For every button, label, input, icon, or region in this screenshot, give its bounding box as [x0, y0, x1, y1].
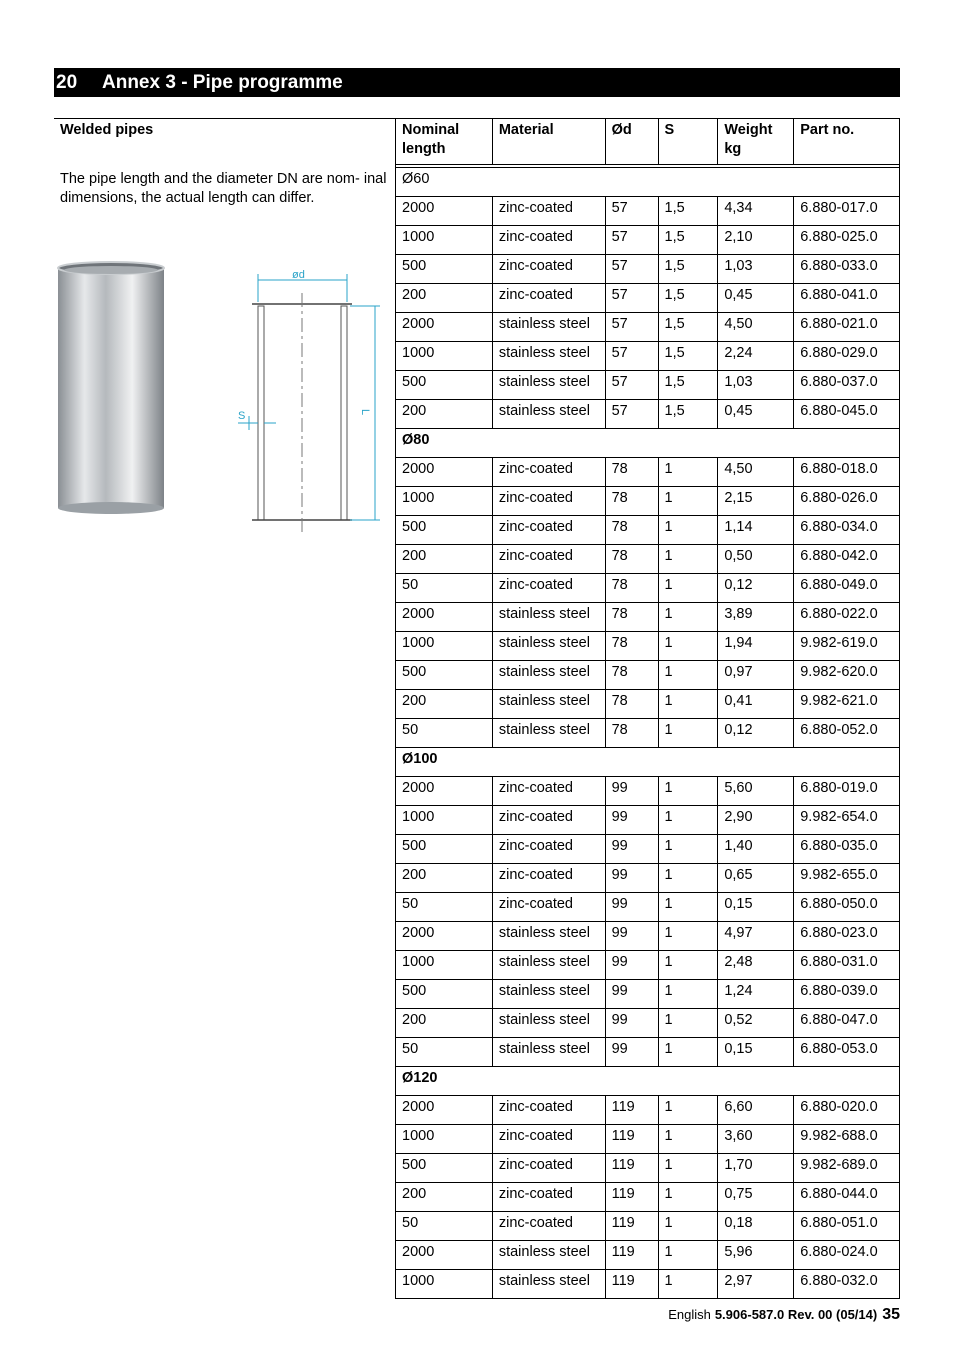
cell-diameter: 99	[605, 893, 658, 922]
cell-part-no: 6.880-023.0	[794, 922, 900, 951]
cell-material: stainless steel	[492, 719, 605, 748]
cell-length: 500	[396, 980, 493, 1009]
table-row	[396, 342, 900, 371]
cell-material: zinc-coated	[492, 545, 605, 574]
cell-length: 1000	[396, 806, 493, 835]
cell-weight: 1,14	[718, 516, 794, 545]
cell-wall: 1	[658, 1212, 718, 1241]
cell-material: stainless steel	[492, 632, 605, 661]
table-row	[396, 1125, 900, 1154]
footer-language: English	[668, 1307, 711, 1322]
table-header-row	[396, 119, 900, 165]
left-column	[54, 118, 395, 208]
cell-material: zinc-coated	[492, 806, 605, 835]
section-header	[54, 68, 900, 97]
cell-length: 1000	[396, 342, 493, 371]
cell-material: stainless steel	[492, 690, 605, 719]
cell-part-no: 6.880-021.0	[794, 313, 900, 342]
header-material: Material	[492, 119, 605, 165]
cell-material: zinc-coated	[492, 1154, 605, 1183]
cell-length: 50	[396, 1212, 493, 1241]
group-row	[396, 429, 900, 458]
cell-wall: 1	[658, 574, 718, 603]
table-row	[396, 951, 900, 980]
pipe-dimension-drawing	[238, 269, 380, 533]
cell-part-no: 6.880-035.0	[794, 835, 900, 864]
table-row	[396, 400, 900, 429]
cell-diameter: 99	[605, 922, 658, 951]
footer-revision: 5.906-587.0 Rev. 00 (05/14)	[714, 1307, 878, 1322]
cell-material: zinc-coated	[492, 458, 605, 487]
cell-part-no: 6.880-029.0	[794, 342, 900, 371]
cell-length: 1000	[396, 487, 493, 516]
cell-material: stainless steel	[492, 980, 605, 1009]
table-row	[396, 719, 900, 748]
cell-length: 50	[396, 1038, 493, 1067]
cell-wall: 1,5	[658, 284, 718, 313]
cell-wall: 1	[658, 516, 718, 545]
cell-diameter: 119	[605, 1212, 658, 1241]
cell-wall: 1	[658, 487, 718, 516]
cell-part-no: 6.880-026.0	[794, 487, 900, 516]
cell-material: stainless steel	[492, 313, 605, 342]
cell-diameter: 99	[605, 864, 658, 893]
cell-wall: 1	[658, 458, 718, 487]
cell-part-no: 9.982-655.0	[794, 864, 900, 893]
cell-diameter: 99	[605, 835, 658, 864]
cell-weight: 0,45	[718, 400, 794, 429]
cell-diameter: 57	[605, 284, 658, 313]
cell-part-no: 6.880-044.0	[794, 1183, 900, 1212]
cell-wall: 1	[658, 1154, 718, 1183]
table-row	[396, 1183, 900, 1212]
cell-diameter: 78	[605, 574, 658, 603]
cell-wall: 1	[658, 980, 718, 1009]
cell-weight: 4,50	[718, 458, 794, 487]
cell-diameter: 119	[605, 1125, 658, 1154]
cell-wall: 1	[658, 632, 718, 661]
cell-wall: 1	[658, 1270, 718, 1299]
table-row	[396, 1154, 900, 1183]
table-row	[396, 632, 900, 661]
cell-part-no: 9.982-654.0	[794, 806, 900, 835]
cell-wall: 1	[658, 661, 718, 690]
cell-material: stainless steel	[492, 951, 605, 980]
cell-length: 50	[396, 574, 493, 603]
cell-part-no: 6.880-032.0	[794, 1270, 900, 1299]
cell-diameter: 78	[605, 487, 658, 516]
cell-diameter: 57	[605, 400, 658, 429]
cell-part-no: 9.982-689.0	[794, 1154, 900, 1183]
cell-wall: 1	[658, 835, 718, 864]
table-row	[396, 980, 900, 1009]
cell-diameter: 57	[605, 255, 658, 284]
cell-part-no: 6.880-039.0	[794, 980, 900, 1009]
cell-diameter: 99	[605, 777, 658, 806]
cell-length: 1000	[396, 632, 493, 661]
cell-part-no: 9.982-688.0	[794, 1125, 900, 1154]
cell-material: zinc-coated	[492, 864, 605, 893]
cell-weight: 4,97	[718, 922, 794, 951]
cell-wall: 1,5	[658, 313, 718, 342]
cell-part-no: 6.880-053.0	[794, 1038, 900, 1067]
cell-weight: 0,15	[718, 1038, 794, 1067]
cell-part-no: 6.880-020.0	[794, 1096, 900, 1125]
cell-material: zinc-coated	[492, 1212, 605, 1241]
cell-diameter: 99	[605, 806, 658, 835]
welded-pipes-title: Welded pipes	[60, 122, 154, 138]
cell-part-no: 6.880-050.0	[794, 893, 900, 922]
cell-wall: 1	[658, 545, 718, 574]
cell-length: 200	[396, 284, 493, 313]
cell-part-no: 6.880-031.0	[794, 951, 900, 980]
cell-diameter: 99	[605, 951, 658, 980]
page-number: 35	[882, 1306, 900, 1323]
table-row	[396, 1270, 900, 1299]
cell-wall: 1	[658, 719, 718, 748]
cell-diameter: 57	[605, 342, 658, 371]
cell-length: 2000	[396, 777, 493, 806]
cell-part-no: 6.880-034.0	[794, 516, 900, 545]
cell-length: 2000	[396, 458, 493, 487]
cell-length: 1000	[396, 951, 493, 980]
table-row	[396, 574, 900, 603]
cell-length: 500	[396, 1154, 493, 1183]
cell-length: 1000	[396, 226, 493, 255]
cell-diameter: 57	[605, 197, 658, 226]
cell-part-no: 6.880-049.0	[794, 574, 900, 603]
cell-wall: 1	[658, 1183, 718, 1212]
label-length: L	[359, 409, 371, 416]
cell-weight: 5,60	[718, 777, 794, 806]
cell-length: 50	[396, 719, 493, 748]
cell-diameter: 78	[605, 603, 658, 632]
cell-length: 200	[396, 1183, 493, 1212]
group-label: Ø60	[396, 168, 900, 197]
group-label: Ø100	[396, 748, 900, 777]
cell-diameter: 78	[605, 632, 658, 661]
cell-diameter: 78	[605, 516, 658, 545]
cell-wall: 1	[658, 864, 718, 893]
cell-material: zinc-coated	[492, 197, 605, 226]
header-diameter: Ød	[605, 119, 658, 165]
cell-material: stainless steel	[492, 1241, 605, 1270]
table-row	[396, 1212, 900, 1241]
cell-part-no: 9.982-620.0	[794, 661, 900, 690]
cell-part-no: 6.880-051.0	[794, 1212, 900, 1241]
table-row	[396, 1096, 900, 1125]
pipe-illustration	[50, 258, 390, 538]
cell-material: zinc-coated	[492, 1125, 605, 1154]
cell-part-no: 6.880-024.0	[794, 1241, 900, 1270]
cell-part-no: 6.880-041.0	[794, 284, 900, 313]
table-body	[396, 165, 900, 1299]
cell-length: 500	[396, 516, 493, 545]
cell-weight: 4,34	[718, 197, 794, 226]
cell-weight: 2,24	[718, 342, 794, 371]
section-number: 20	[56, 71, 78, 93]
cell-part-no: 6.880-045.0	[794, 400, 900, 429]
table-row	[396, 284, 900, 313]
cell-wall: 1,5	[658, 255, 718, 284]
cell-material: stainless steel	[492, 603, 605, 632]
cell-material: stainless steel	[492, 342, 605, 371]
cell-weight: 0,12	[718, 574, 794, 603]
cell-length: 2000	[396, 922, 493, 951]
cell-wall: 1,5	[658, 400, 718, 429]
cell-diameter: 57	[605, 371, 658, 400]
cell-weight: 0,75	[718, 1183, 794, 1212]
cell-wall: 1	[658, 603, 718, 632]
cell-diameter: 119	[605, 1183, 658, 1212]
cell-wall: 1	[658, 893, 718, 922]
header-nominal-length: Nominal length	[396, 119, 493, 165]
cell-part-no: 9.982-619.0	[794, 632, 900, 661]
cell-weight: 2,48	[718, 951, 794, 980]
cell-weight: 2,97	[718, 1270, 794, 1299]
cell-diameter: 78	[605, 719, 658, 748]
cell-length: 1000	[396, 1125, 493, 1154]
cell-wall: 1	[658, 951, 718, 980]
cell-wall: 1,5	[658, 197, 718, 226]
cell-wall: 1	[658, 1125, 718, 1154]
cell-material: stainless steel	[492, 400, 605, 429]
cell-length: 50	[396, 893, 493, 922]
cell-weight: 0,50	[718, 545, 794, 574]
cell-diameter: 57	[605, 226, 658, 255]
cell-diameter: 57	[605, 313, 658, 342]
cell-part-no: 6.880-025.0	[794, 226, 900, 255]
cell-weight: 0,41	[718, 690, 794, 719]
cell-wall: 1	[658, 1009, 718, 1038]
header-weight: Weight kg	[718, 119, 794, 165]
label-diameter: ød	[292, 269, 305, 281]
table-row	[396, 313, 900, 342]
cell-length: 500	[396, 371, 493, 400]
table-row	[396, 545, 900, 574]
cell-wall: 1	[658, 777, 718, 806]
cell-material: zinc-coated	[492, 893, 605, 922]
cell-length: 2000	[396, 1096, 493, 1125]
cell-wall: 1,5	[658, 342, 718, 371]
cell-part-no: 6.880-033.0	[794, 255, 900, 284]
cell-material: zinc-coated	[492, 284, 605, 313]
cell-wall: 1	[658, 1038, 718, 1067]
table-row	[396, 516, 900, 545]
cell-weight: 1,03	[718, 255, 794, 284]
cell-weight: 1,94	[718, 632, 794, 661]
table-row	[396, 458, 900, 487]
cell-weight: 5,96	[718, 1241, 794, 1270]
section-title: Annex 3 - Pipe programme	[102, 71, 343, 93]
table-row	[396, 806, 900, 835]
cell-material: stainless steel	[492, 371, 605, 400]
table-row	[396, 197, 900, 226]
cell-part-no: 6.880-019.0	[794, 777, 900, 806]
cell-material: stainless steel	[492, 1009, 605, 1038]
cell-material: stainless steel	[492, 922, 605, 951]
cell-part-no: 9.982-621.0	[794, 690, 900, 719]
table-row	[396, 661, 900, 690]
group-label: Ø120	[396, 1067, 900, 1096]
cell-weight: 1,70	[718, 1154, 794, 1183]
cell-length: 200	[396, 864, 493, 893]
cell-wall: 1	[658, 1241, 718, 1270]
cell-part-no: 6.880-018.0	[794, 458, 900, 487]
table-row	[396, 487, 900, 516]
cell-part-no: 6.880-037.0	[794, 371, 900, 400]
table-row	[396, 1009, 900, 1038]
cell-weight: 1,24	[718, 980, 794, 1009]
cell-diameter: 119	[605, 1241, 658, 1270]
cell-weight: 2,10	[718, 226, 794, 255]
pipe-3d-image	[58, 262, 164, 514]
table-row	[396, 371, 900, 400]
cell-weight: 3,89	[718, 603, 794, 632]
cell-weight: 2,90	[718, 806, 794, 835]
cell-length: 500	[396, 255, 493, 284]
cell-material: stainless steel	[492, 1270, 605, 1299]
table-row	[396, 1038, 900, 1067]
label-wall-thickness: S	[238, 410, 246, 422]
cell-part-no: 6.880-047.0	[794, 1009, 900, 1038]
cell-weight: 0,18	[718, 1212, 794, 1241]
cell-diameter: 99	[605, 1009, 658, 1038]
group-row	[396, 748, 900, 777]
cell-material: zinc-coated	[492, 516, 605, 545]
cell-material: zinc-coated	[492, 1183, 605, 1212]
table-row	[396, 226, 900, 255]
cell-wall: 1,5	[658, 226, 718, 255]
cell-weight: 0,12	[718, 719, 794, 748]
table-row	[396, 835, 900, 864]
cell-weight: 0,65	[718, 864, 794, 893]
cell-material: stainless steel	[492, 1038, 605, 1067]
cell-part-no: 6.880-042.0	[794, 545, 900, 574]
cell-length: 200	[396, 400, 493, 429]
table-row	[396, 255, 900, 284]
cell-wall: 1,5	[658, 371, 718, 400]
cell-diameter: 99	[605, 980, 658, 1009]
cell-weight: 1,40	[718, 835, 794, 864]
cell-length: 2000	[396, 603, 493, 632]
header-wall: S	[658, 119, 718, 165]
cell-length: 500	[396, 661, 493, 690]
cell-diameter: 78	[605, 545, 658, 574]
table-row	[396, 603, 900, 632]
cell-length: 500	[396, 835, 493, 864]
cell-material: zinc-coated	[492, 255, 605, 284]
cell-part-no: 6.880-052.0	[794, 719, 900, 748]
cell-weight: 0,15	[718, 893, 794, 922]
cell-wall: 1	[658, 922, 718, 951]
cell-material: zinc-coated	[492, 835, 605, 864]
group-row	[396, 168, 900, 197]
table-row	[396, 922, 900, 951]
cell-weight: 0,45	[718, 284, 794, 313]
cell-weight: 0,97	[718, 661, 794, 690]
cell-diameter: 119	[605, 1096, 658, 1125]
cell-length: 200	[396, 1009, 493, 1038]
cell-part-no: 6.880-022.0	[794, 603, 900, 632]
cell-wall: 1	[658, 806, 718, 835]
pipe-description: The pipe length and the diameter DN are nom- inal dimensions, the actual length can differ.	[60, 171, 387, 206]
table-row	[396, 690, 900, 719]
pipe-table	[395, 118, 900, 1299]
cell-length: 2000	[396, 313, 493, 342]
cell-length: 2000	[396, 197, 493, 226]
cell-diameter: 78	[605, 458, 658, 487]
cell-diameter: 99	[605, 1038, 658, 1067]
cell-weight: 2,15	[718, 487, 794, 516]
cell-material: zinc-coated	[492, 574, 605, 603]
cell-diameter: 119	[605, 1270, 658, 1299]
cell-length: 200	[396, 690, 493, 719]
cell-length: 200	[396, 545, 493, 574]
table-row	[396, 1241, 900, 1270]
cell-material: stainless steel	[492, 661, 605, 690]
cell-weight: 3,60	[718, 1125, 794, 1154]
page-footer	[668, 1306, 900, 1324]
cell-material: zinc-coated	[492, 1096, 605, 1125]
cell-length: 2000	[396, 1241, 493, 1270]
pipe-figures	[50, 258, 390, 538]
table-row	[396, 893, 900, 922]
cell-weight: 4,50	[718, 313, 794, 342]
table-row	[396, 864, 900, 893]
cell-diameter: 78	[605, 661, 658, 690]
group-label: Ø80	[396, 429, 900, 458]
cell-material: zinc-coated	[492, 226, 605, 255]
header-part-no: Part no.	[794, 119, 900, 165]
cell-weight: 6,60	[718, 1096, 794, 1125]
table-row	[396, 777, 900, 806]
cell-part-no: 6.880-017.0	[794, 197, 900, 226]
cell-weight: 1,03	[718, 371, 794, 400]
cell-wall: 1	[658, 1096, 718, 1125]
cell-material: zinc-coated	[492, 777, 605, 806]
group-row	[396, 1067, 900, 1096]
cell-length: 1000	[396, 1270, 493, 1299]
cell-weight: 0,52	[718, 1009, 794, 1038]
cell-diameter: 119	[605, 1154, 658, 1183]
cell-wall: 1	[658, 690, 718, 719]
cell-material: zinc-coated	[492, 487, 605, 516]
cell-diameter: 78	[605, 690, 658, 719]
